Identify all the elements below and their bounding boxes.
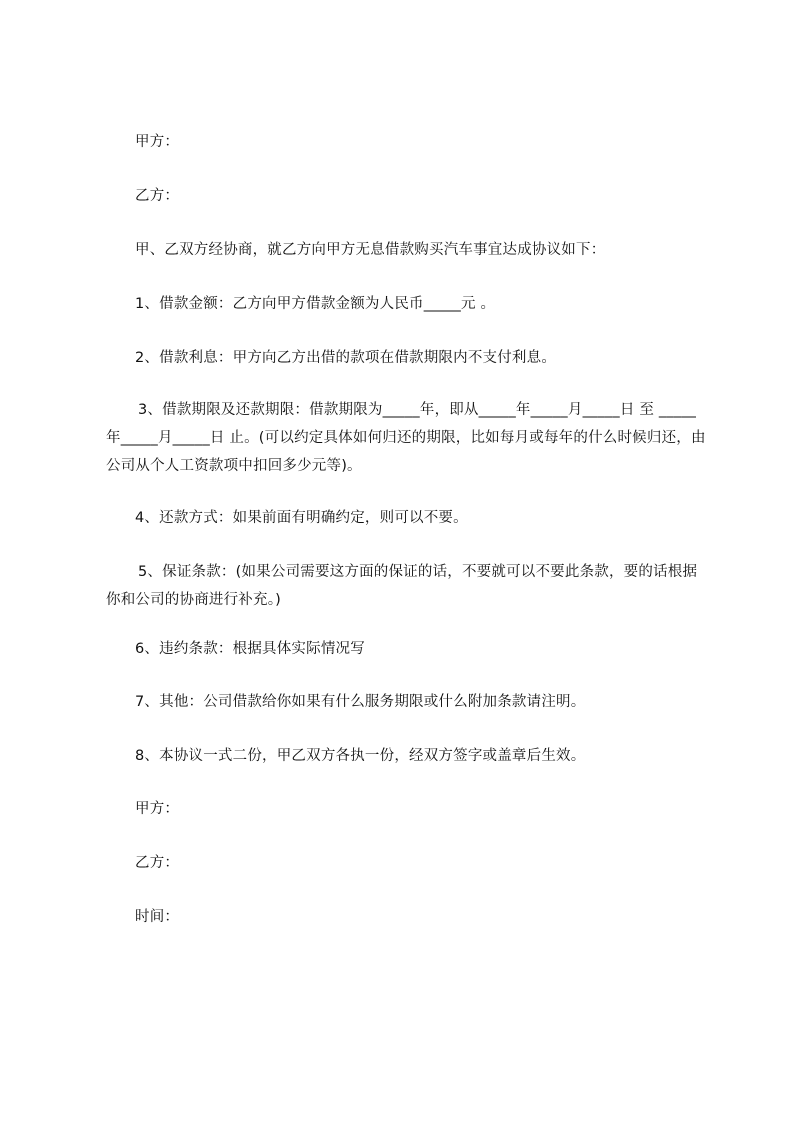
clause-7: 7、其他：公司借款给你如果有什么服务期限或什么附加条款请注明。 (135, 694, 586, 710)
party-a-label: 甲方： (135, 134, 180, 150)
signature-party-a-label: 甲方： (135, 801, 180, 817)
signature-time-label: 时间： (135, 909, 180, 925)
clause-6: 6、违约条款：根据具体实际情况写 (135, 641, 365, 657)
clause-5: 5、保证条款：(如果公司需要这方面的保证的话，不要就可以不要此条款，要的话根据你和公司的协商进行补充。) (106, 564, 698, 608)
party-b-label: 乙方： (135, 188, 180, 204)
clause-3: 3、借款期限及还款期限：借款期限为_____年，即从_____年_____月_____日 至 _____年_____月_____日 止。(可以约定具体如何归还的期限，比如每月或每年的什么时候归还，由公司从个人工资款项中扣回多少元等)。 (106, 402, 706, 474)
intro-paragraph: 甲、乙双方经协商，就乙方向甲方无息借款购买汽车事宜达成协议如下： (135, 242, 606, 258)
clause-4: 4、还款方式：如果前面有明确约定，则可以不要。 (135, 510, 468, 526)
clause-2: 2、借款利息：甲方向乙方出借的款项在借款期限内不支付利息。 (135, 350, 557, 366)
clause-8: 8、本协议一式二份，甲乙双方各执一份，经双方签字或盖章后生效。 (135, 748, 586, 764)
clause-1: 1、借款金额：乙方向甲方借款金额为人民币_____元 。 (135, 296, 496, 312)
signature-party-b-label: 乙方： (135, 855, 180, 871)
